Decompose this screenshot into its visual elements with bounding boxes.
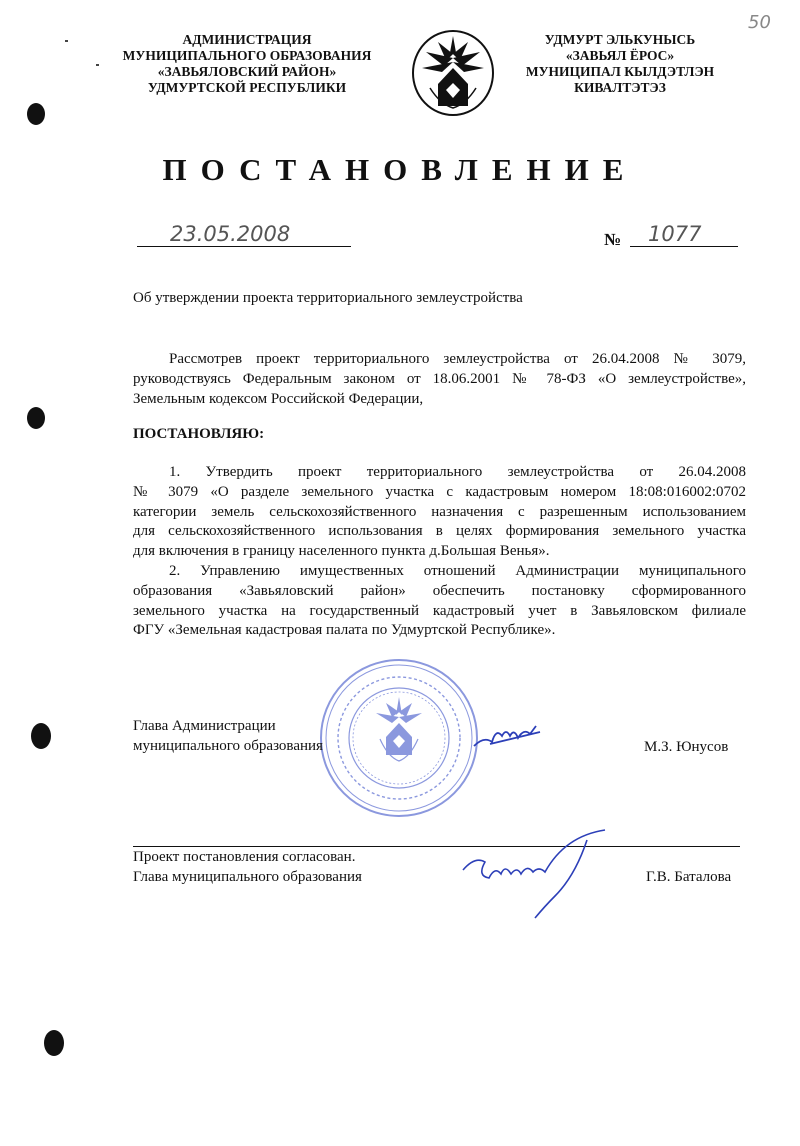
item2-line: образования «Завьяловский район» обеспечить постановку сформированного: [133, 582, 746, 599]
scan-speck: [65, 40, 68, 42]
number-underline: [630, 246, 738, 247]
header-right-line: «ЗАВЬЯЛ ЁРОС»: [565, 48, 675, 63]
item2-line: ФГУ «Земельная кадастровая палата по Удмуртской Республике».: [133, 622, 556, 639]
intro-line: Рассмотрев проект территориального землеустройства от 26.04.2008 № 3079,: [169, 351, 746, 367]
header-left-line: МУНИЦИПАЛЬНОГО ОБРАЗОВАНИЯ: [122, 48, 372, 63]
signatory-position: [133, 717, 323, 757]
decree-item-1: [133, 463, 746, 562]
document-date: 23.05.2008: [170, 222, 291, 246]
item2-line: земельного участка на государственный кадастровый учет в Завьяловском филиале: [133, 602, 746, 619]
date-underline: [137, 246, 351, 247]
approval-line: Проект постановления согласован.: [133, 849, 356, 865]
punch-hole: [27, 103, 45, 125]
document-subject: Об утверждении проекта территориального землеустройства: [133, 290, 523, 306]
header-right-line: МУНИЦИПАЛ КЫЛДЭТЛЭН: [525, 64, 715, 79]
header-right-line: КИВАЛТЭТЭЗ: [574, 80, 666, 95]
signatory-name: М.З. Юнусов: [644, 739, 729, 755]
separator-line: [133, 846, 740, 847]
signatory-position-line: Глава Администрации: [133, 718, 276, 734]
header-left-line: АДМИНИСТРАЦИЯ: [182, 32, 312, 47]
intro-line: Земельным кодексом Российской Федерации,: [133, 390, 424, 407]
coat-of-arms-icon: [410, 28, 496, 118]
punch-hole: [27, 407, 45, 429]
document-title: ПОСТАНОВЛЕНИЕ: [162, 152, 638, 187]
item1-line: 1. Утвердить проект территориального землеустройства от 26.04.2008: [169, 464, 746, 480]
approval-line: Глава муниципального образования: [133, 868, 362, 885]
punch-hole: [31, 723, 51, 749]
approval-block: [133, 848, 362, 888]
header-right-line: УДМУРТ ЭЛЬКУНЫСЬ: [544, 32, 696, 47]
header-left-block: [112, 32, 382, 96]
header-right-block: [515, 32, 725, 96]
handwritten-signature: [455, 826, 615, 926]
document-number: 1077: [648, 222, 702, 246]
intro-paragraph: [133, 350, 746, 409]
punch-hole: [44, 1030, 64, 1056]
approver-name: Г.В. Баталова: [646, 869, 732, 885]
intro-line: руководствуясь Федеральным законом от 18.06.2001 № 78-ФЗ «О землеустройстве»,: [133, 370, 746, 387]
item1-line: № 3079 «О разделе земельного участка с кадастровым номером 18:08:016002:0702: [133, 483, 746, 500]
handwritten-signature: [470, 716, 560, 756]
header-left-line: «ЗАВЬЯЛОВСКИЙ РАЙОН»: [157, 64, 337, 79]
signatory-position-line: муниципального образования: [133, 737, 323, 754]
page-number-mark: 50: [748, 12, 771, 33]
number-label: №: [604, 230, 622, 249]
decree-heading: ПОСТАНОВЛЯЮ:: [133, 426, 265, 442]
scan-speck: [96, 64, 99, 66]
official-seal-icon: [318, 657, 480, 819]
item1-line: категории земель сельскохозяйственного назначения с разрешенным использованием: [133, 503, 746, 520]
item2-line: 2. Управлению имущественных отношений Администрации муниципального: [169, 563, 746, 579]
item1-line: для включения в границу населенного пункта д.Большая Венья».: [133, 543, 550, 560]
item1-line: для сельскохозяйственного использования в целях формирования земельного участка: [133, 523, 746, 540]
decree-item-2: [133, 562, 746, 641]
header-left-line: УДМУРТСКОЙ РЕСПУБЛИКИ: [147, 80, 347, 95]
